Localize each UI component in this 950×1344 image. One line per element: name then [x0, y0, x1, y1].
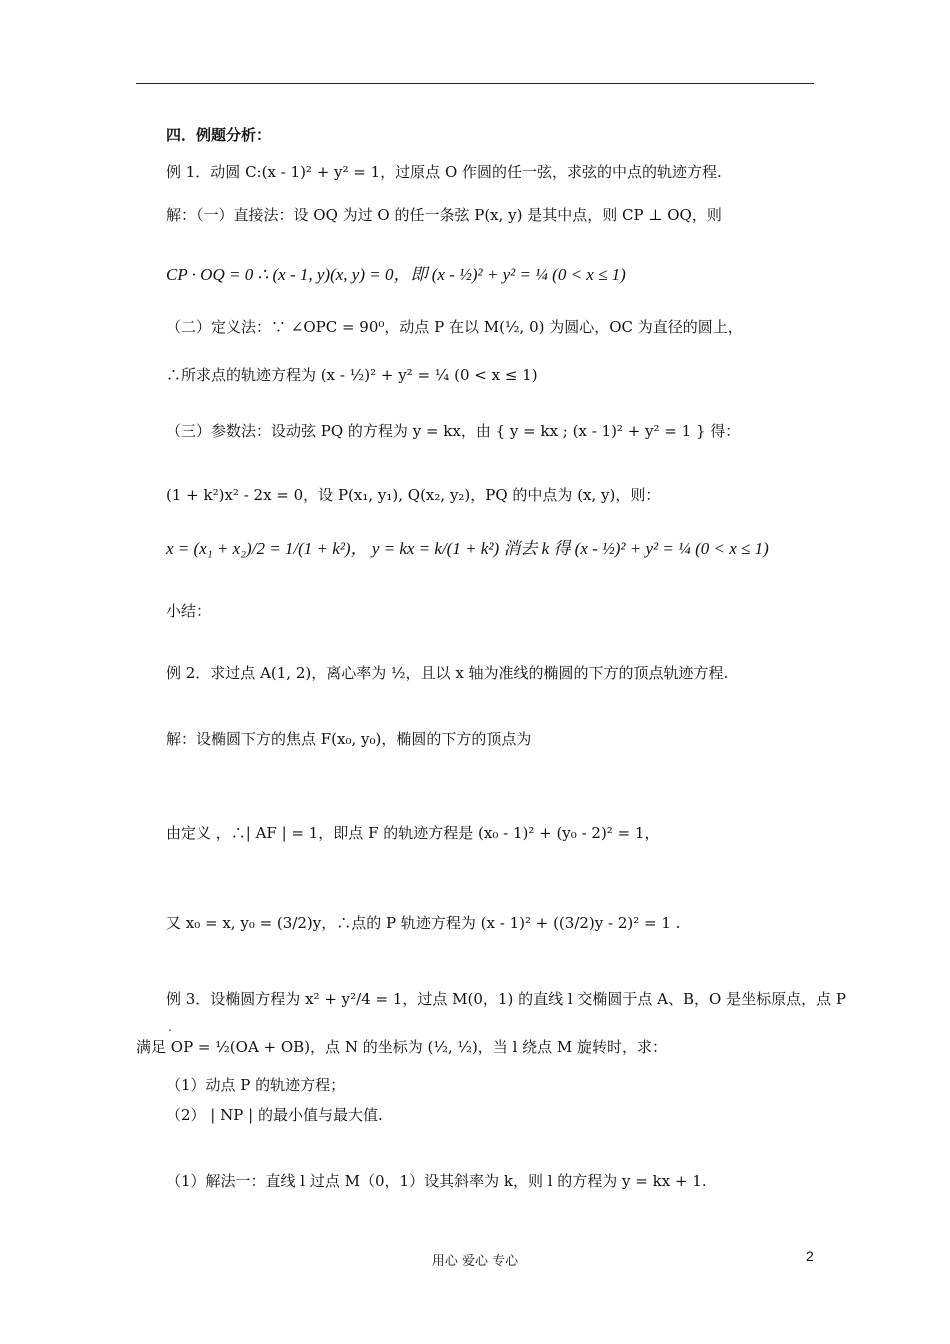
example-3-condition: 满足 OP = ½(OA + OB)，点 N 的坐标为 (½, ½)，当 l 绕点 M 旋转时，求： — [136, 1038, 668, 1056]
page-number: 2 — [806, 1248, 814, 1264]
solution-1-definition-method: （二）定义法：∵ ∠OPC = 90⁰，动点 P 在以 M(½, 0) 为圆心，OC 为直径的圆上， — [166, 318, 743, 336]
example-3-question-2: （2） | NP | 的最小值与最大值. — [166, 1106, 383, 1124]
solution-2-definition: 由定义 ，∴| AF | = 1，即点 F 的轨迹方程是 (x₀ - 1)² + (y₀ - 2)² = 1， — [166, 824, 660, 842]
solution-2-setup: 解：设椭圆下方的焦点 F(x₀, y₀)，椭圆的下方的顶点为 — [166, 730, 532, 748]
section-heading: 四．例题分析： — [166, 126, 272, 144]
example-2-statement: 例 2．求过点 A(1, 2)，离心率为 ½，且以 x 轴为准线的椭圆的下方的顶点轨迹方程. — [166, 664, 729, 682]
summary-label: 小结： — [166, 602, 212, 620]
example-3-question-1: （1）动点 P 的轨迹方程； — [166, 1076, 346, 1094]
stray-mark: . — [168, 1020, 172, 1034]
example-1-statement: 例 1．动圆 C:(x - 1)² + y² = 1，过原点 O 作圆的任一弦，求弦的中点的轨迹方程. — [166, 163, 722, 181]
solution-1-parameter-method: （三）参数法：设动弦 PQ 的方程为 y = kx，由 { y = kx ; (x - 1)² + y² = 1 } 得： — [166, 422, 741, 440]
example-3-statement: 例 3．设椭圆方程为 x² + y²/4 = 1，过点 M(0，1) 的直线 l 交椭圆于点 A、B，O 是坐标原点，点 P — [166, 990, 846, 1008]
solution-1-dot-product: CP · OQ = 0 ∴ (x - 1, y)(x, y) = 0，即 (x - ½)² + y² = ¼ (0 < x ≤ 1) — [166, 265, 626, 284]
header-rule — [136, 83, 814, 84]
solution-1-direct-method: 解：（一）直接法：设 OQ 为过 O 的任一条弦 P(x, y) 是其中点，则 CP ⊥ OQ，则 — [166, 206, 722, 224]
solution-1-definition-result: ∴所求点的轨迹方程为 (x - ½)² + y² = ¼ (0 < x ≤ 1) — [166, 366, 538, 384]
solution-2-result: 又 x₀ = x, y₀ = (3/2)y，∴点的 P 轨迹方程为 (x - 1)² + ((3/2)y - 2)² = 1 . — [166, 914, 681, 932]
solution-1-quadratic: (1 + k²)x² - 2x = 0，设 P(x₁, y₁), Q(x₂, y₂)，PQ 的中点为 (x, y)，则： — [166, 486, 661, 504]
solution-1-midpoint-elimination: x = (x₁ + x₂)/2 = 1/(1 + k²)， y = kx = k/(1 + k²) 消去 k 得 (x - ½)² + y² = ¼ (0 < x ≤ 1) — [166, 539, 769, 558]
solution-3-method-1: （1）解法一：直线 l 过点 M（0，1）设其斜率为 k，则 l 的方程为 y = kx + 1. — [166, 1172, 707, 1190]
page-footer: 用心 爱心 专心 — [431, 1254, 519, 1269]
